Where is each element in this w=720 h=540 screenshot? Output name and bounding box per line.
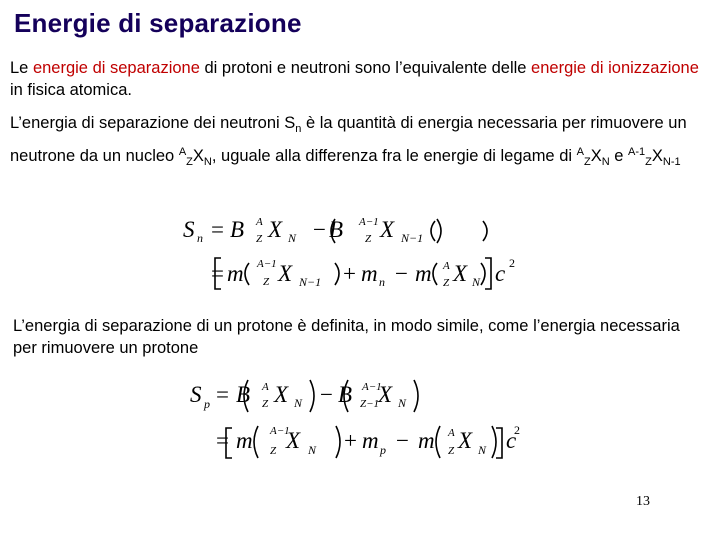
formula-p-N2: N — [398, 396, 407, 410]
formula-p-S: S — [190, 382, 202, 407]
formula-n-X1: X — [268, 217, 283, 242]
intro-text-2: di protoni e neutroni sono l’equivalente delle — [199, 59, 532, 77]
paren-right-4 — [481, 263, 485, 285]
formula-p-minus-1: − — [320, 382, 333, 407]
formula-p-Z3: Z — [448, 445, 455, 457]
formula-p-X3: X — [286, 428, 301, 453]
formula-p-m2: m — [418, 428, 435, 453]
nucleus3-symbol: X — [651, 147, 663, 165]
bracket-right — [485, 258, 491, 289]
nucleus-neutron-number: N — [203, 156, 212, 168]
nucleus-symbol: X — [192, 147, 204, 165]
formula-n-X2: X — [380, 217, 395, 242]
formula-n-S: S — [183, 217, 195, 242]
formula-n-N1: N — [288, 231, 297, 245]
slide-title: Energie di separazione — [14, 8, 302, 38]
neutron-text-1: L’energia di separazione dei neutroni S — [10, 114, 296, 132]
formula-p-X1: X — [274, 382, 289, 407]
formula-n-mn-sub: n — [379, 275, 385, 289]
nucleus2-neutron-number: N — [601, 156, 610, 168]
formula-p-plus: + — [344, 428, 357, 453]
formula-p-eq-1: = — [216, 382, 229, 407]
paren-left-3 — [245, 263, 249, 285]
formula-p-Am1-b: A−1 — [270, 425, 290, 437]
nucleus3-mass-number: A-1 — [628, 146, 646, 158]
formula-n-minus-1: − — [313, 217, 326, 242]
neutron-text-3: , uguale alla differenza fra le energie di legame di — [211, 147, 577, 165]
nucleus2-atomic-number: Z — [583, 156, 591, 168]
paren-right-3 — [335, 263, 339, 285]
formula-p-B2: B — [338, 382, 353, 407]
neutron-separation-formula — [175, 205, 525, 301]
neutron-text-2: è la quantità di energia necessaria per rimuovere un neutrone da un nucleo — [10, 114, 687, 165]
formula-p-eq-2: = — [216, 428, 229, 453]
formula-p-minus-2: − — [396, 428, 409, 453]
formula-p-A1: A — [262, 381, 269, 393]
formula-n-Nm1: N−1 — [401, 231, 424, 245]
nucleus3-atomic-number: Z — [645, 156, 652, 168]
neutron-sn-subscript: n — [295, 123, 302, 135]
formula-p-N1: N — [294, 396, 303, 410]
formula-p-X4: X — [458, 428, 473, 453]
formula-n-plus: + — [343, 261, 356, 286]
formula-p-c: c — [506, 428, 517, 453]
formula-n-m2: m — [415, 261, 432, 286]
formula-p-Am1: A−1 — [362, 381, 382, 393]
intro-highlight-separation: energie di separazione — [32, 59, 200, 77]
intro-highlight-ionization: energie di ionizzazione — [531, 59, 699, 77]
formula-p-N3: N — [308, 443, 317, 457]
neutron-text-4: e — [609, 147, 629, 165]
formula-n-Z3: Z — [263, 276, 270, 288]
formula-n-c: c — [495, 261, 506, 286]
formula-n-Nm1-b: N−1 — [299, 275, 322, 289]
formula-n-Z2: Z — [365, 233, 372, 245]
nucleus-atomic-number: Z — [186, 156, 193, 168]
formula-p-S-sub: p — [204, 397, 210, 411]
formula-p-m1: m — [236, 428, 253, 453]
formula-n-B1: B — [230, 217, 245, 242]
nucleus-mass-number: A — [178, 146, 187, 158]
paragraph-intro — [10, 57, 700, 101]
paren-right-2 — [437, 219, 441, 243]
p-paren-right-2 — [414, 380, 418, 412]
formula-n-A1: A — [256, 216, 263, 228]
formula-n-X3: X — [278, 261, 293, 286]
p-bracket-right — [496, 428, 502, 458]
nucleus2-mass-number: A — [576, 146, 584, 158]
formula-n-A2: A — [443, 260, 450, 272]
formula-p-Zm1: Z−1 — [360, 398, 380, 410]
formula-n-B2: B — [329, 217, 344, 242]
paragraph-proton-definition: L’energia di separazione di un protone è definita, in modo simile, come l’energia necessaria per rimuovere un protone — [13, 317, 680, 357]
formula-p-Z1: Z — [262, 398, 269, 410]
page-number: 13 — [636, 494, 650, 509]
intro-text-1: Le — [10, 59, 33, 77]
p-paren-right-4 — [492, 426, 496, 458]
paren-left-4 — [433, 263, 437, 285]
formula-p-exp: 2 — [514, 423, 520, 437]
nucleus2-symbol: X — [590, 147, 602, 165]
paragraph-neutron-definition — [10, 112, 700, 174]
proton-separation-formula — [180, 370, 525, 470]
formula-n-Z4: Z — [443, 277, 450, 289]
formula-n-exp: 2 — [509, 256, 515, 270]
nucleus3-neutron-number: N-1 — [662, 156, 681, 168]
formula-n-eq-2: = — [211, 261, 224, 286]
formula-n-m1: m — [227, 261, 244, 286]
formula-p-X2: X — [378, 382, 393, 407]
p-paren-right-1 — [310, 380, 314, 412]
p-paren-right-3 — [336, 426, 340, 458]
formula-n-Am1: A−1 — [359, 216, 379, 228]
formula-n-Am1-b: A−1 — [257, 258, 277, 270]
formula-p-A2: A — [448, 427, 455, 439]
intro-text-3: in fisica atomica. — [10, 81, 132, 99]
formula-n-X4: X — [453, 261, 468, 286]
formula-n-minus-2: − — [395, 261, 408, 286]
formula-n-N2: N — [472, 275, 481, 289]
formula-p-N4: N — [478, 443, 487, 457]
formula-p-mp: m — [362, 428, 379, 453]
formula-n-S-sub: n — [197, 231, 203, 245]
formula-p-mp-sub: p — [380, 443, 386, 457]
p-paren-left-4 — [436, 426, 440, 458]
formula-n-mn: m — [361, 261, 378, 286]
paren-left-1 — [431, 221, 435, 241]
formula-n-eq-1: = — [211, 217, 224, 242]
formula-p-B1: B — [236, 382, 251, 407]
paren-right-1 — [483, 221, 487, 241]
formula-p-Z2: Z — [270, 445, 277, 457]
formula-n-Z1: Z — [256, 233, 263, 245]
p-paren-left-3 — [254, 426, 258, 458]
